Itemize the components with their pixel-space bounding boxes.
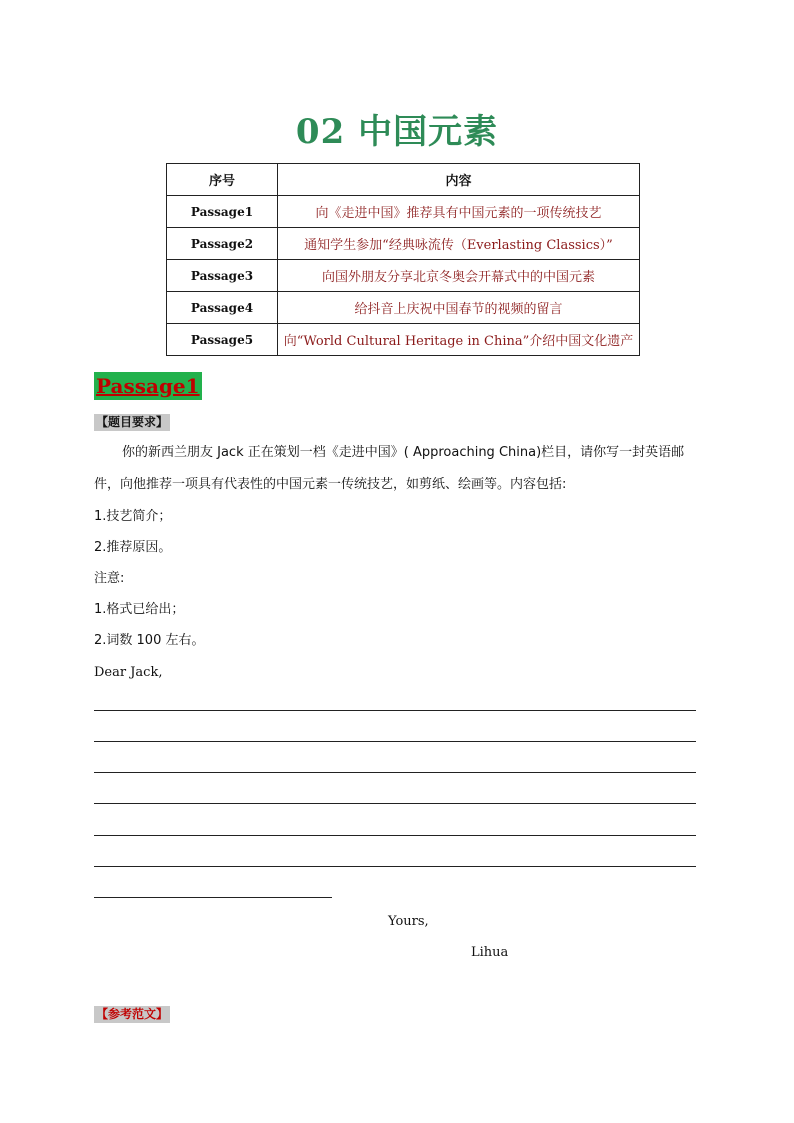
passage-content: 给抖音上庆祝中国春节的视频的留言 (278, 292, 640, 324)
writing-line[interactable] (94, 866, 696, 867)
passage-content: 向“World Cultural Heritage in China”介绍中国文化遗产 (278, 324, 640, 356)
writing-line[interactable] (94, 710, 696, 711)
passage-id: Passage1 (167, 196, 278, 228)
table-header-content: 内容 (278, 164, 640, 196)
writing-line[interactable] (94, 835, 696, 836)
passage-content: 向《走进中国》推荐具有中国元素的一项传统技艺 (278, 196, 640, 228)
note-item-1: 1.格式已给出； (94, 602, 185, 617)
content-item-1: 1.技艺简介； (94, 509, 172, 524)
salutation: Dear Jack, (94, 665, 163, 680)
writing-line[interactable] (94, 803, 696, 804)
passage-id: Passage5 (167, 324, 278, 356)
writing-line[interactable] (94, 772, 696, 773)
passage-id: Passage3 (167, 260, 278, 292)
page-title: 02 中国元素 (295, 112, 499, 152)
passage-table (166, 163, 640, 356)
signature: Lihua (471, 945, 509, 960)
table-header-number: 序号 (167, 164, 278, 196)
content-item-2: 2.推荐原因。 (94, 540, 172, 555)
table-row (167, 260, 640, 292)
requirement-tag: 【题目要求】 (96, 415, 169, 429)
table-row (167, 324, 640, 356)
passage-heading: Passage1 (96, 374, 200, 398)
closing: Yours, (388, 914, 429, 929)
passage-content: 向国外朋友分享北京冬奥会开幕式中的中国元素 (278, 260, 640, 292)
prompt-line-2: 件，向他推荐一项具有代表性的中国元素一传统技艺，如剪纸、绘画等。内容包括: (94, 477, 567, 492)
note-item-2: 2.词数 100 左右。 (94, 633, 205, 648)
note-label: 注意: (94, 571, 125, 586)
reference-tag: 【参考范文】 (96, 1007, 169, 1021)
passage-id: Passage4 (167, 292, 278, 324)
table-row (167, 292, 640, 324)
passage-id: Passage2 (167, 228, 278, 260)
table-row (167, 228, 640, 260)
passage-content: 通知学生参加“经典咏流传（Everlasting Classics）” (278, 228, 640, 260)
prompt-line-1: 你的新西兰朋友 Jack 正在策划一档《走进中国》( Approaching China)栏目，请你写一封英语邮 (122, 445, 685, 460)
writing-line[interactable] (94, 741, 696, 742)
writing-line-short[interactable] (94, 897, 332, 898)
table-row (167, 196, 640, 228)
table-header-row (167, 164, 640, 196)
